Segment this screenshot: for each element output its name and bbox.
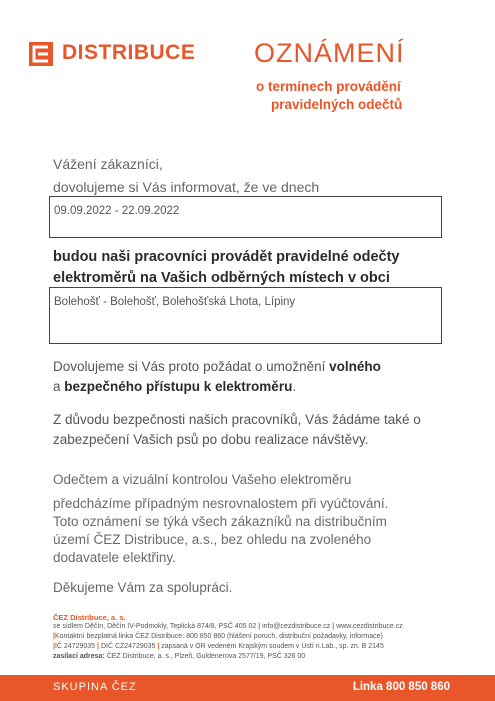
places-field: Bolehošť - Bolehošť, Bolehošťská Lhota, Lípiny	[49, 287, 442, 344]
access-safe-emphasis: bezpečného přístupu k elektroměru	[64, 379, 293, 394]
footer-web-link[interactable]: www.cezdistribuce.cz	[336, 623, 403, 630]
info-line-1: Odečtem a vizuální kontrolou Vašeho elektroměru	[53, 472, 352, 487]
access-request-line-1	[53, 359, 381, 374]
thanks-text: Děkujeme Vám za spolupráci.	[53, 580, 233, 595]
page-title: OZNÁMENÍ	[254, 38, 405, 68]
subtitle-line-1: o termínech provádění	[256, 79, 401, 94]
footer-registry: zapsaná v OR vedeném Krajským soudem v Ústí n.Lab., sp. zn. B 2145	[161, 643, 384, 650]
info-line-4: území ČEZ Distribuce, a.s., bez ohledu na zvoleného	[53, 532, 372, 547]
access-request-line-2	[53, 379, 296, 394]
footer-contact-line: |Kontaktní bezplatná linka ČEZ Distribuce: 800 850 860 (hlášení poruch, distribuční požadavky, informace)	[53, 633, 383, 640]
footer-mailing-line	[53, 653, 305, 660]
brand-name: DISTRIBUCE	[62, 41, 196, 64]
group-name: SKUPINA ČEZ	[53, 681, 137, 693]
footer-address: se sídlem Děčín, Děčín IV-Podmokly, Teplická 874/8, PSČ 405 02	[53, 623, 257, 630]
cez-logo-icon	[29, 42, 53, 66]
info-line-5: dodavatele elektřiny.	[53, 550, 176, 565]
footer-mailing-address: ČEZ Distribuce, a. s., Plzeň, Guldenerova 2577/19, PSČ 326 00	[106, 653, 306, 660]
footer-ico: IČ 24729035	[54, 643, 96, 650]
footer-registration-line: |IČ 24729035 | DIČ CZ24729035 | zapsaná v OR vedeném Krajským soudem v Ústí n.Lab., sp. zn. B 2145	[53, 643, 384, 650]
access-request-text: Dovolujeme si Vás proto požádat o umožnění	[53, 359, 330, 374]
notice-bold-line-1: budou naši pracovníci provádět pravidelné odečty	[53, 249, 400, 265]
footer-email-link[interactable]: info@cezdistribuce.cz	[262, 623, 331, 630]
footer-company-name: ČEZ Distribuce, a. s.	[53, 613, 126, 622]
footer-dic: DIČ CZ24729035	[100, 643, 156, 650]
footer-address-line: se sídlem Děčín, Děčín IV-Podmokly, Teplická 874/8, PSČ 405 02 | info@cezdistribuce.cz | www.cezdistribuce.cz	[53, 623, 403, 630]
date-range-field: 09.09.2022 - 22.09.2022	[49, 196, 442, 238]
info-line-2: předcházíme případným nesrovnalostem při vyúčtování.	[53, 496, 389, 511]
hotline-number: Linka 800 850 860	[352, 681, 450, 693]
access-request-period: .	[292, 379, 297, 394]
greeting-line-2: dovolujeme si Vás informovat, že ve dnech	[53, 179, 320, 195]
dogs-notice-line-1: Z důvodu bezpečnosti našich pracovníků, Vás žádáme také o	[53, 412, 421, 427]
notice-bold-line-2: elektroměrů na Vašich odběrných místech v obci	[53, 270, 390, 286]
info-line-3: Toto oznámení se týká všech zákazníků na distribučním	[53, 514, 387, 529]
access-free-emphasis: volného	[329, 359, 381, 374]
footer-contact-text: Kontaktní bezplatná linka ČEZ Distribuce: 800 850 860 (hlášení poruch, distribuční požadavky, informace)	[54, 633, 383, 640]
access-request-conjunction: a	[53, 379, 65, 394]
dogs-notice-line-2: zabezpečení Vašich psů po dobu realizace návštěvy.	[53, 432, 369, 447]
subtitle-line-2: pravidelných odečtů	[271, 97, 403, 112]
footer-mailing-label: zasílací adresa:	[53, 653, 105, 660]
greeting-line-1: Vážení zákazníci,	[53, 156, 163, 172]
